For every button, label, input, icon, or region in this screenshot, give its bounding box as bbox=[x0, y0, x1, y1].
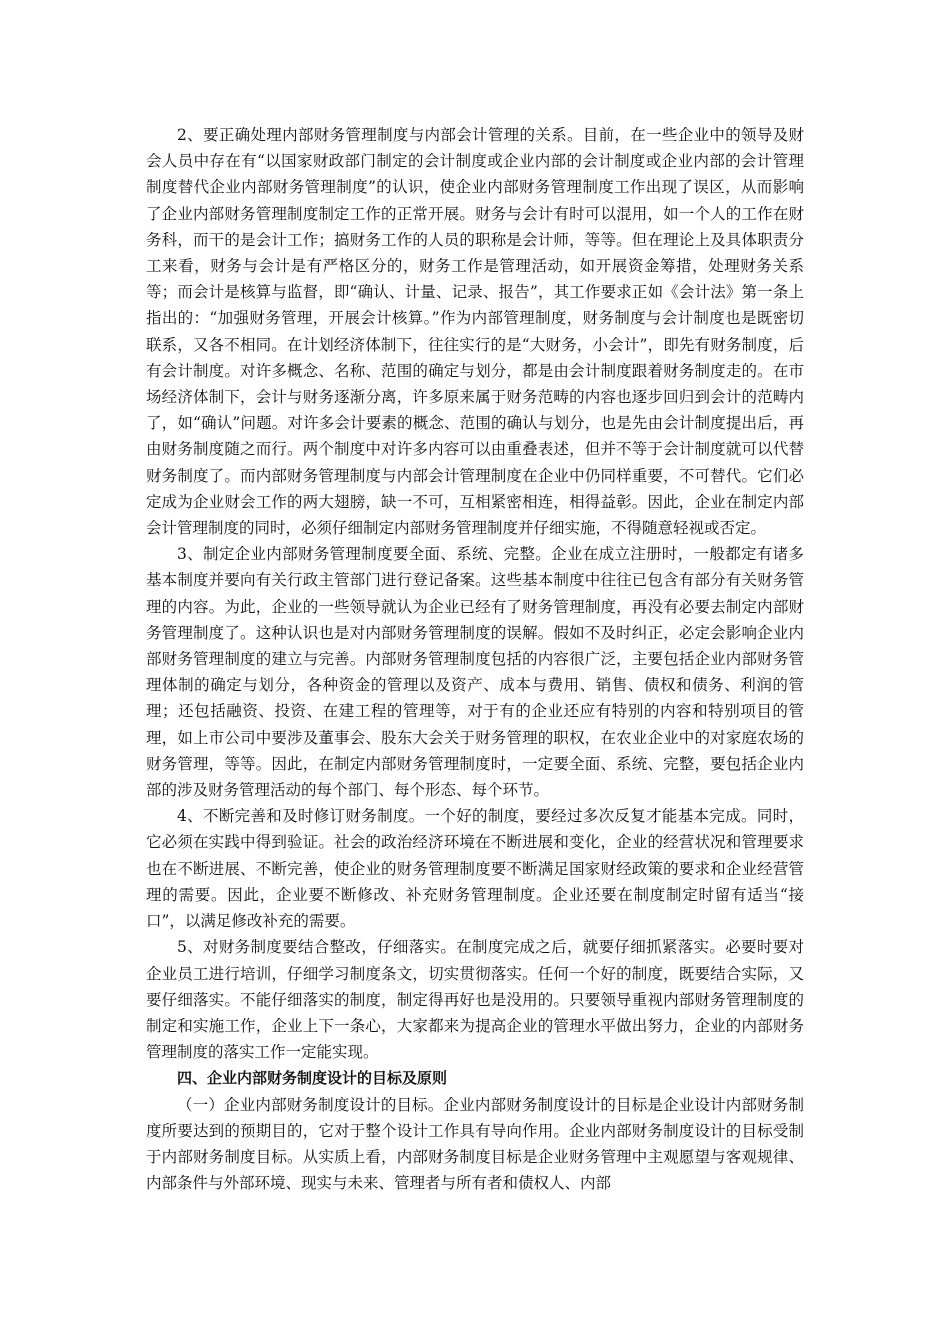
paragraph-3: 3、制定企业内部财务管理制度要全面、系统、完整。企业在成立注册时，一般都定有诸多基本制度并要向有关行政主管部门进行登记备案。这些基本制度中往往已包含有部分有关财务管理的内容。为此，企业的一些领导就认为企业已经有了财务管理制度，再没有必要去制定内部财务管理制度了。这种认识也是对内部财务管理制度的误解。假如不及时纠正，必定会影响企业内部财务管理制度的建立与完善。内部财务管理制度包括的内容很广泛，主要包括企业内部财务管理体制的确定与划分，各种资金的管理以及资产、成本与费用、销售、债权和债务、利润的管理；还包括融资、投资、在建工程的管理等，对于有的企业还应有特别的内容和特别项目的管理，如上市公司中要涉及董事会、股东大会关于财务管理的职权，在农业企业中的对家庭农场的财务管理，等等。因此，在制定内部财务管理制度时，一定要全面、系统、完整，要包括企业内部的涉及财务管理活动的每个部门、每个形态、每个环节。 bbox=[146, 545, 804, 800]
paragraph-4: 4、不断完善和及时修订财务制度。一个好的制度，要经过多次反复才能基本完成。同时，它必须在实践中得到验证。社会的政治经济环境在不断进展和变化，企业的经营状况和管理要求也在不断进展、不断完善，使企业的财务管理制度要不断满足国家财经政策的要求和企业经营管理的需要。因此，企业要不断修改、补充财务管理制度。企业还要在制度制定时留有适当“接口”，以满足修改补充的需要。 bbox=[146, 807, 804, 931]
document-page bbox=[146, 122, 804, 1196]
section-heading: 四、企业内部财务制度设计的目标及原则 bbox=[177, 1069, 448, 1088]
subsection-paragraph: （一）企业内部财务制度设计的目标。企业内部财务制度设计的目标是企业设计内部财务制度所要达到的预期目的，它对于整个设计工作具有导向作用。企业内部财务制度设计的目标受制于内部财务制度目标。从实质上看，内部财务制度目标是企业财务管理中主观愿望与客观规律、内部条件与外部环境、现实与未来、管理者与所有者和债权人、内部 bbox=[146, 1095, 804, 1193]
paragraph-5: 5、对财务制度要结合整改，仔细落实。在制度完成之后，就要仔细抓紧落实。必要时要对企业员工进行培训，仔细学习制度条文，切实贯彻落实。任何一个好的制度，既要结合实际，又要仔细落实。不能仔细落实的制度，制定得再好也是没用的。只要领导重视内部财务管理制度的制定和实施工作，企业上下一条心，大家都来为提高企业的管理水平做出努力，企业的内部财务管理制度的落实工作一定能实现。 bbox=[146, 938, 804, 1062]
paragraph-2: 2、要正确处理内部财务管理制度与内部会计管理的关系。目前，在一些企业中的领导及财会人员中存在有“以国家财政部门制定的会计制度或企业内部的会计制度或企业内部的会计管理制度替代企业内部财务管理制度”的认识，使企业内部财务管理制度工作出现了误区，从而影响了企业内部财务管理制度制定工作的正常开展。财务与会计有时可以混用，如一个人的工作在财务科，而干的是会计工作；搞财务工作的人员的职称是会计师，等等。但在理论上及具体职责分工来看，财务与会计是有严格区分的，财务工作是管理活动，如开展资金筹措，处理财务关系等；而会计是核算与监督，即“确认、计量、记录、报告”，其工作要求正如《会计法》第一条上指出的：“加强财务管理，开展会计核算。”作为内部管理制度，财务制度与会计制度也是既密切联系，又各不相同。在计划经济体制下，往往实行的是“大财务，小会计”，即先有财务制度，后有会计制度。对许多概念、名称、范围的确定与划分，都是由会计制度跟着财务制度走的。在市场经济体制下，会计与财务逐渐分离，许多原来属于财务范畴的内容也逐步回归到会计的范畴内了，如“确认”问题。对许多会计要素的概念、范围的确认与划分，也是先由会计制度提出后，再由财务制度随之而行。两个制度中对许多内容可以由重叠表述，但并不等于会计制度就可以代替财务制度了。而内部财务管理制度与内部会计管理制度在企业中仍同样重要，不可替代。它们必定成为企业财会工作的两大翅膀，缺一不可，互相紧密相连，相得益彰。因此，企业在制定内部会计管理制度的同时，必须仔细制定内部财务管理制度并仔细实施，不得随意轻视或否定。 bbox=[146, 126, 804, 538]
